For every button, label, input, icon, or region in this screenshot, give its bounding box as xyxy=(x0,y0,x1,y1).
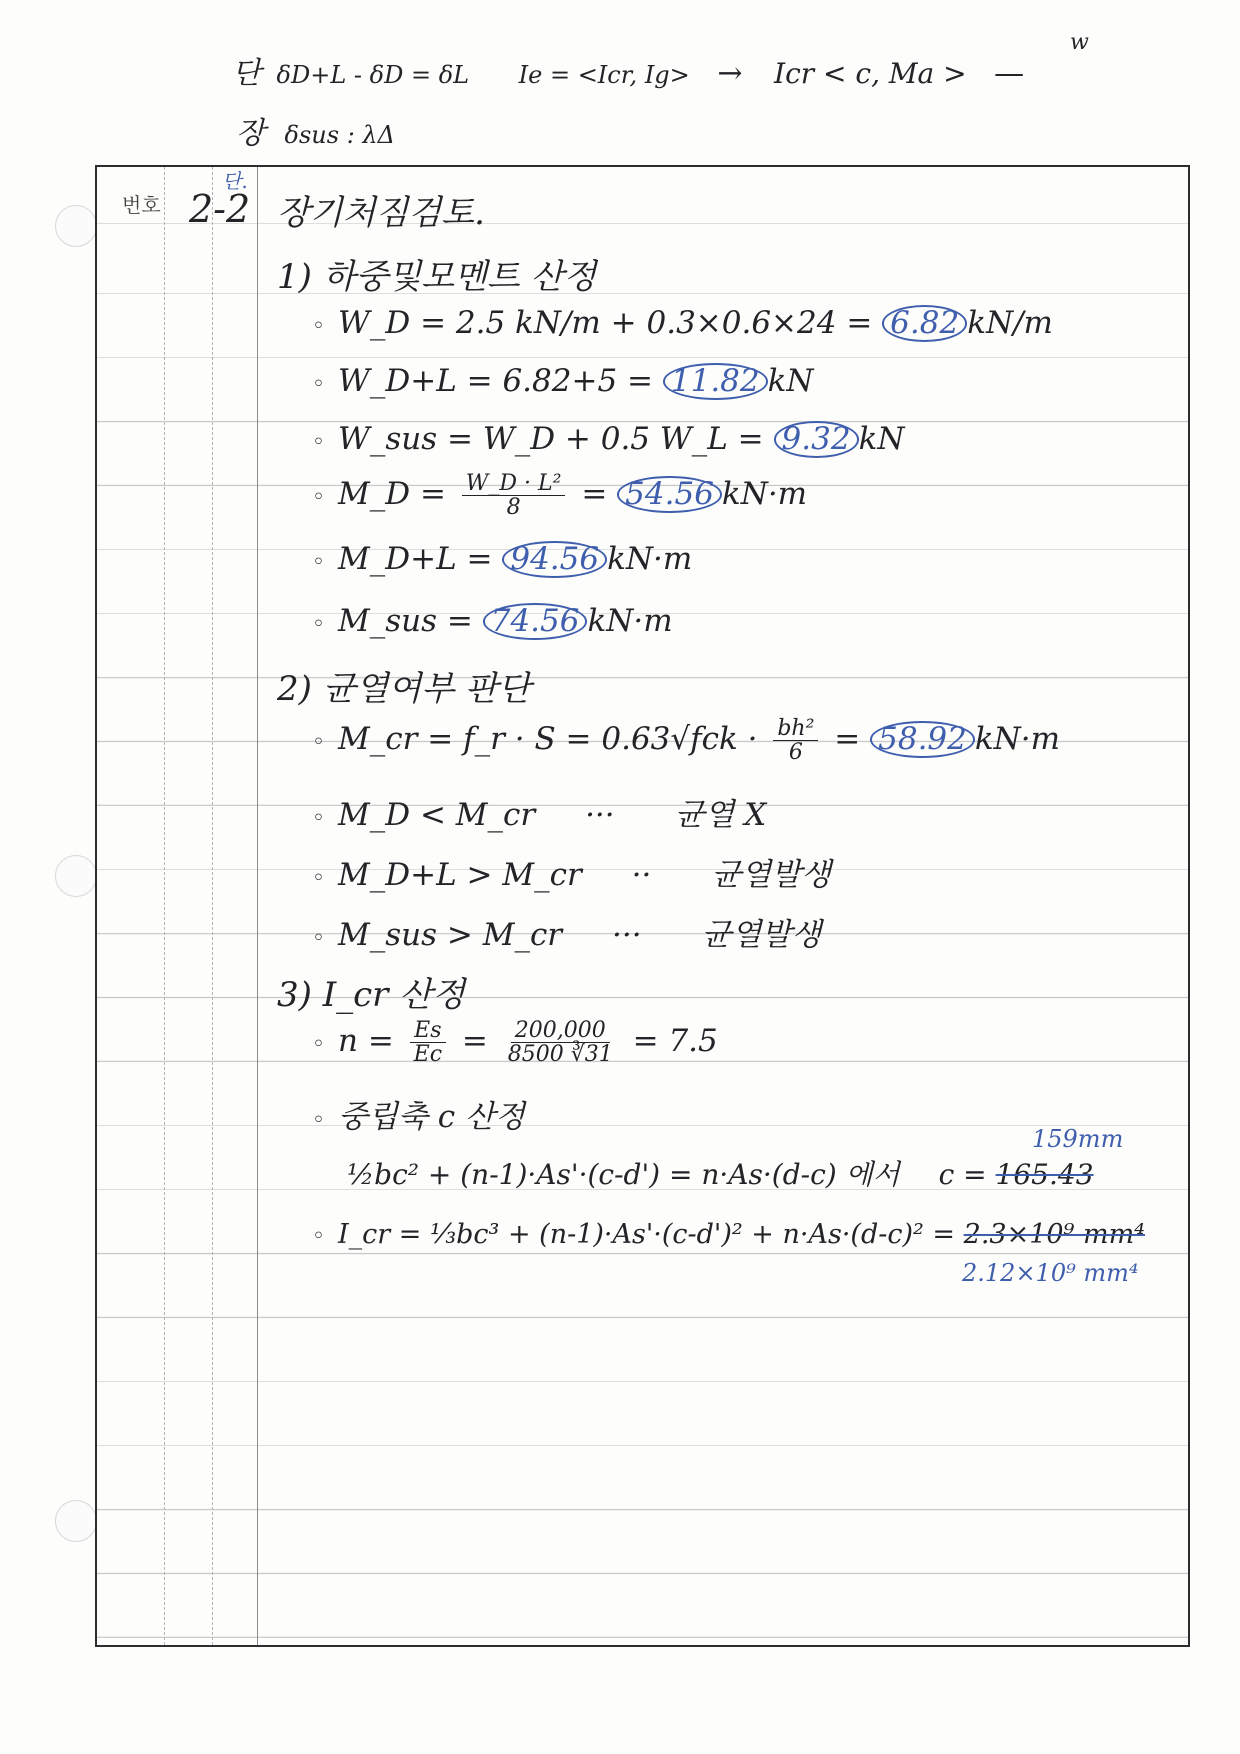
correction-icr: 2.12×10⁹ mm⁴ xyxy=(962,1259,1139,1287)
page-title: 장기처짐검토. xyxy=(277,193,485,233)
result-circle: 74.56 xyxy=(483,603,588,640)
line-check-msus: ◦ M_sus > M_cr ··· 균열발생 xyxy=(312,917,822,953)
header-expr-2: Ie = <Icr, Ig> xyxy=(518,61,690,89)
line-wdl: ◦ W_D+L = 6.82+5 = 11.82 kN xyxy=(312,363,814,399)
header-label-2: 장 xyxy=(236,116,265,151)
line-wd: ◦ W_D = 2.5 kN/m + 0.3×0.6×24 = 6.82 kN/m xyxy=(312,305,1053,341)
header-expr-4: δsus : λΔ xyxy=(284,121,395,149)
header-expr-3: Icr < c, Ma > xyxy=(774,57,967,90)
section-heading-1: 1) 하중및모멘트 산정 xyxy=(277,257,597,297)
header-notes xyxy=(0,0,1240,165)
result-circle: 9.32 xyxy=(774,421,859,458)
struck-value: 165.43 xyxy=(995,1158,1094,1191)
line-wsus: ◦ W_sus = W_D + 0.5 W_L = 9.32 kN xyxy=(312,421,905,457)
line-check-md: ◦ M_D < M_cr ··· 균열 X xyxy=(312,797,767,833)
result-circle: 11.82 xyxy=(663,363,768,400)
punch-hole xyxy=(55,205,97,247)
punch-hole xyxy=(55,855,97,897)
line-check-mdl: ◦ M_D+L > M_cr ·· 균열발생 xyxy=(312,857,831,893)
struck-value: 2.3×10⁹ mm⁴ xyxy=(963,1219,1145,1250)
problem-number: 2-2 xyxy=(189,187,251,231)
line-msus: ◦ M_sus = 74.56 kN·m xyxy=(312,603,673,639)
note-sheet xyxy=(95,165,1190,1647)
result-circle: 58.92 xyxy=(870,721,975,758)
line-md: ◦ M_D = $\frac{\text{W\_D · L²}}{8}$ = 54.56 kN·m xyxy=(312,471,808,521)
margin-line-main xyxy=(257,167,258,1645)
result-circle: 54.56 xyxy=(617,476,722,513)
line-c-equation: ½bc² + (n-1)·As'·(c-d') = n·As·(d-c) 에서 c = 165.43 xyxy=(347,1158,1094,1191)
margin-line xyxy=(212,167,213,1645)
punch-hole xyxy=(55,1500,97,1542)
line-icr: ◦ I_cr = ⅓bc³ + (n-1)·As'·(c-d')² + n·As·(d-c)² = 2.3×10⁹ mm⁴ xyxy=(312,1219,1145,1250)
correction-c: 159mm xyxy=(1032,1125,1124,1153)
section-heading-3: 3) I_cr 산정 xyxy=(277,975,465,1015)
header-dash: — xyxy=(994,56,1025,91)
line-mdl: ◦ M_D+L = 94.56 kN·m xyxy=(312,541,693,577)
header-line-2 xyxy=(236,108,395,152)
line-mcr: ◦ M_cr = f_r · S = 0.63√fck · $\frac{\text{bh²}}{6}$ = 58.92 kN·m xyxy=(312,716,1061,766)
header-w: w xyxy=(1070,30,1089,55)
margin-line xyxy=(164,167,165,1645)
line-n: ◦ n = $\frac{Es}{Ec}$ = $\frac{200,000}{8500 ∛31}$ = 7.5 xyxy=(312,1018,718,1068)
header-line-1 xyxy=(232,48,1024,92)
problem-mark: 단. xyxy=(222,169,248,193)
header-label-1: 단 xyxy=(232,56,261,91)
result-circle: 94.56 xyxy=(502,541,607,578)
section-heading-2: 2) 균열여부 판단 xyxy=(277,669,531,709)
number-label: 번호 xyxy=(122,193,161,217)
line-c-heading: ◦ 중립축 c 산정 xyxy=(312,1099,525,1135)
header-arrow: → xyxy=(717,56,743,91)
header-expr-1: δD+L - δD = δL xyxy=(276,61,470,89)
result-circle: 6.82 xyxy=(882,305,967,342)
